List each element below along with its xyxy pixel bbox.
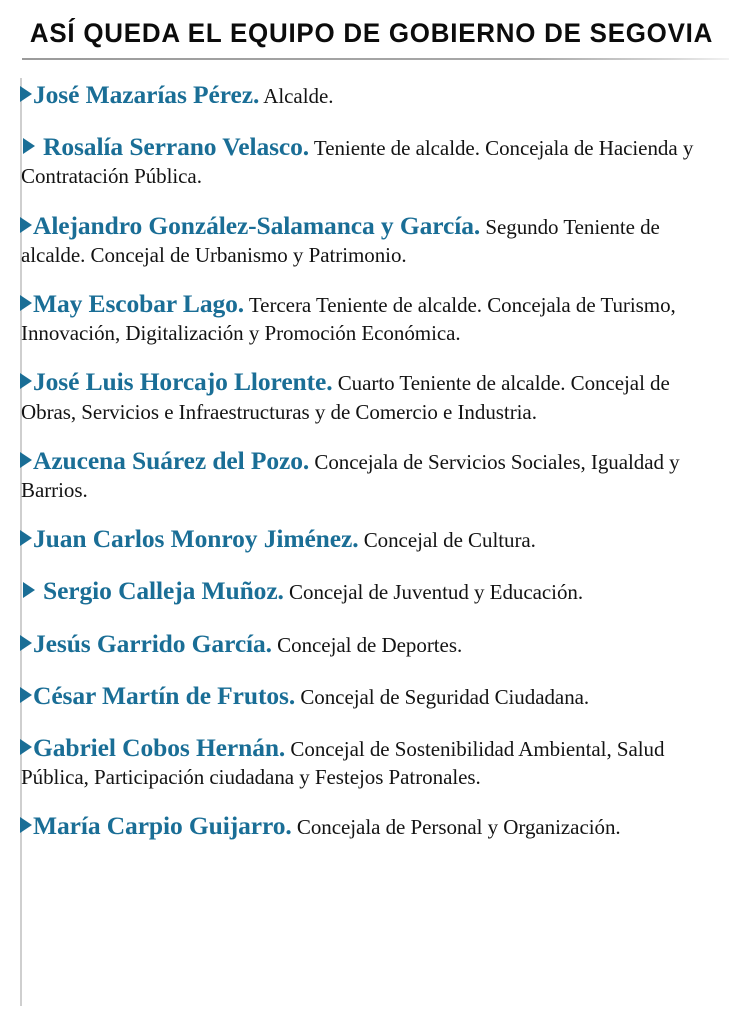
member-entry-text bbox=[21, 731, 727, 791]
headline-divider bbox=[22, 58, 729, 60]
member-entry bbox=[21, 574, 727, 607]
member-entry bbox=[21, 444, 727, 504]
member-entry bbox=[21, 78, 727, 111]
triangle-bullet-icon bbox=[20, 739, 32, 755]
member-role: Concejal de Sostenibilidad Ambiental, Salud Pública, Participación ciudadana y Festejos Patronales. bbox=[21, 736, 665, 790]
member-role: Concejala de Personal y Organización. bbox=[296, 815, 621, 840]
triangle-bullet-icon bbox=[20, 86, 32, 102]
member-role: Segundo Teniente de alcalde. Concejal de Urbanismo y Patrimonio. bbox=[21, 214, 660, 267]
member-name: José Mazarías Pérez. bbox=[33, 80, 260, 109]
triangle-bullet-icon bbox=[20, 452, 32, 468]
triangle-bullet-icon bbox=[20, 295, 32, 311]
member-entry bbox=[21, 130, 727, 190]
member-entry-text bbox=[21, 444, 727, 504]
triangle-bullet-icon bbox=[20, 530, 32, 546]
triangle-bullet-icon bbox=[20, 687, 32, 703]
member-entry-text bbox=[21, 365, 727, 425]
member-role: Concejal de Cultura. bbox=[363, 528, 536, 553]
triangle-bullet-icon bbox=[20, 817, 32, 833]
member-entry-text bbox=[21, 130, 727, 190]
member-entry bbox=[21, 679, 727, 712]
member-name: Jesús Garrido García. bbox=[33, 628, 272, 658]
member-role: Tercera Teniente de alcalde. Concejala de Turismo, Innovación, Digitalización y Promoción Económica. bbox=[21, 293, 676, 346]
member-entry-text bbox=[21, 287, 727, 347]
member-name: Sergio Calleja Muñoz. bbox=[43, 576, 284, 606]
triangle-bullet-icon bbox=[20, 635, 32, 651]
member-role: Concejal de Seguridad Ciudadana. bbox=[300, 684, 590, 709]
member-entry bbox=[21, 365, 727, 425]
triangle-bullet-icon bbox=[20, 373, 32, 389]
member-role: Teniente de alcalde. Concejala de Hacienda y Contratación Pública. bbox=[21, 136, 694, 189]
member-name: María Carpio Guijarro. bbox=[33, 811, 292, 841]
member-entry-text bbox=[21, 78, 727, 111]
triangle-bullet-icon bbox=[23, 582, 35, 598]
member-entry-text bbox=[21, 679, 727, 712]
member-entry-text bbox=[21, 809, 727, 842]
member-role: Concejal de Juventud y Educación. bbox=[289, 580, 584, 605]
member-role: Concejala de Servicios Sociales, Igualdad y Barrios. bbox=[21, 449, 680, 503]
member-name: Juan Carlos Monroy Jiménez. bbox=[33, 524, 359, 554]
member-role: Concejal de Deportes. bbox=[277, 632, 463, 657]
member-role: Cuarto Teniente de alcalde. Concejal de Obras, Servicios e Infraestructuras y de Comercio e Industria. bbox=[21, 371, 670, 424]
member-entry bbox=[21, 809, 727, 842]
member-name: César Martín de Frutos. bbox=[33, 680, 296, 710]
member-entry-text bbox=[21, 627, 727, 660]
member-name: Rosalía Serrano Velasco. bbox=[43, 132, 310, 162]
member-name: May Escobar Lago. bbox=[33, 289, 245, 319]
member-entry bbox=[21, 209, 727, 269]
member-entry bbox=[21, 522, 727, 555]
member-entry bbox=[21, 287, 727, 347]
page-title: ASÍ QUEDA EL EQUIPO DE GOBIERNO DE SEGOVIA bbox=[29, 18, 714, 48]
member-entry bbox=[21, 731, 727, 791]
members-list bbox=[0, 78, 743, 842]
member-entry-text bbox=[21, 522, 727, 555]
triangle-bullet-icon bbox=[20, 217, 32, 233]
member-role: Alcalde. bbox=[263, 84, 334, 108]
member-name: Gabriel Cobos Hernán. bbox=[33, 732, 286, 762]
member-name: Azucena Suárez del Pozo. bbox=[33, 445, 310, 475]
member-entry bbox=[21, 627, 727, 660]
member-name: José Luis Horcajo Llorente. bbox=[33, 367, 333, 397]
member-entry-text bbox=[21, 209, 727, 269]
member-entry-text bbox=[21, 574, 727, 607]
triangle-bullet-icon bbox=[23, 138, 35, 154]
member-name: Alejandro González-Salamanca y García. bbox=[33, 210, 481, 240]
